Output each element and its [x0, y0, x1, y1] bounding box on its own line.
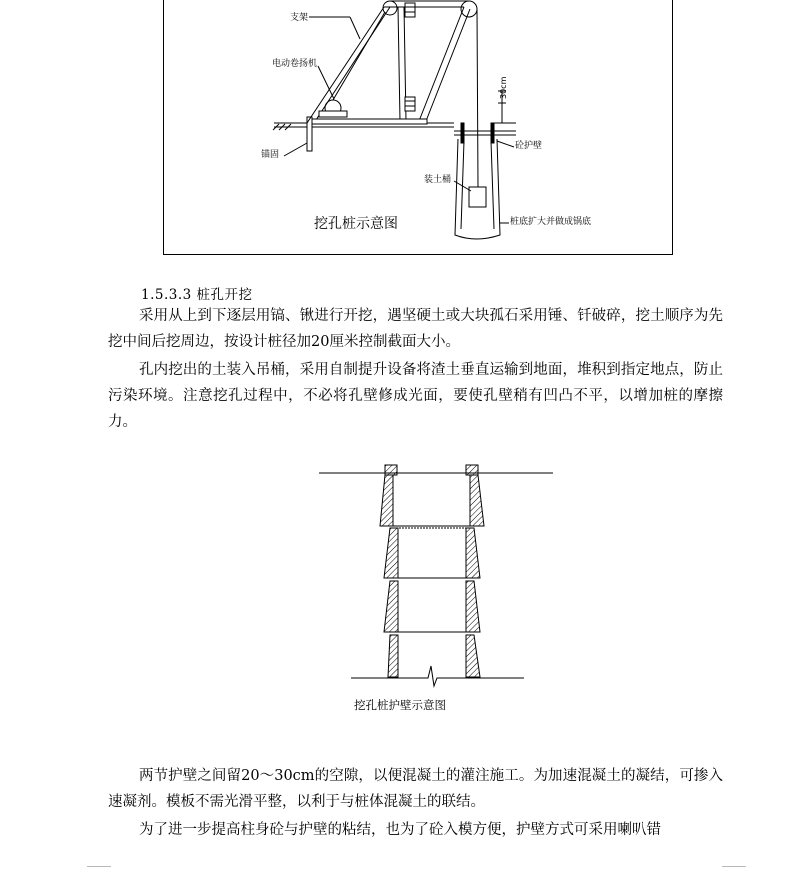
- pile-digging-diagram: [163, 0, 673, 255]
- anchor-label: 锚固: [261, 150, 280, 160]
- concrete-wall-label: 砼护壁: [515, 141, 543, 151]
- paragraph-3: 两节护壁之间留20～30cm的空隙，以便混凝土的灌注施工。为加速混凝土的凝结，可掺入速凝剂。模板不需光滑平整，以利于与桩体混凝土的联结。: [108, 768, 723, 810]
- support-label: 支架: [290, 13, 309, 23]
- wall-protection-diagram: [300, 455, 560, 695]
- paragraph-1: 采用从上到下逐层用镐、锹进行开挖，遇坚硬土或大块孤石采用锤、钎破碎，挖土顺序为先挖中间后挖周边，按设计桩径加20厘米控制截面大小。: [108, 308, 723, 350]
- figure1-caption: 挖孔桩示意图: [314, 216, 398, 232]
- paragraph-2: 孔内挖出的土装入吊桶，采用自制提升设备将渣土垂直运输到地面，堆积到指定地点，防止污染环境。注意挖孔过程中，不必将孔壁修成光面，要使孔壁稍有凹凸不平，以增加桩的摩擦力。: [108, 362, 723, 430]
- winch-label: 电动卷扬机: [272, 59, 318, 69]
- page-corner-mark-left: [87, 866, 111, 877]
- wall-protection-drawing: [300, 455, 560, 695]
- pile-bottom-label: 桩底扩大并做成锅底: [510, 217, 592, 227]
- paragraph-4: 为了进一步提高柱身砼与护壁的粘结，也为了砼入模方便，护壁方式可采用喇叭错: [139, 822, 661, 838]
- dimension-label: 30cm: [499, 76, 508, 99]
- pile-digging-drawing: [164, 0, 674, 256]
- figure2-caption: 挖孔桩护壁示意图: [354, 698, 446, 712]
- page-corner-mark-right: [722, 866, 746, 877]
- bucket-label: 装土桶: [424, 175, 452, 185]
- section-heading: 1.5.3.3 桩孔开挖: [141, 287, 253, 303]
